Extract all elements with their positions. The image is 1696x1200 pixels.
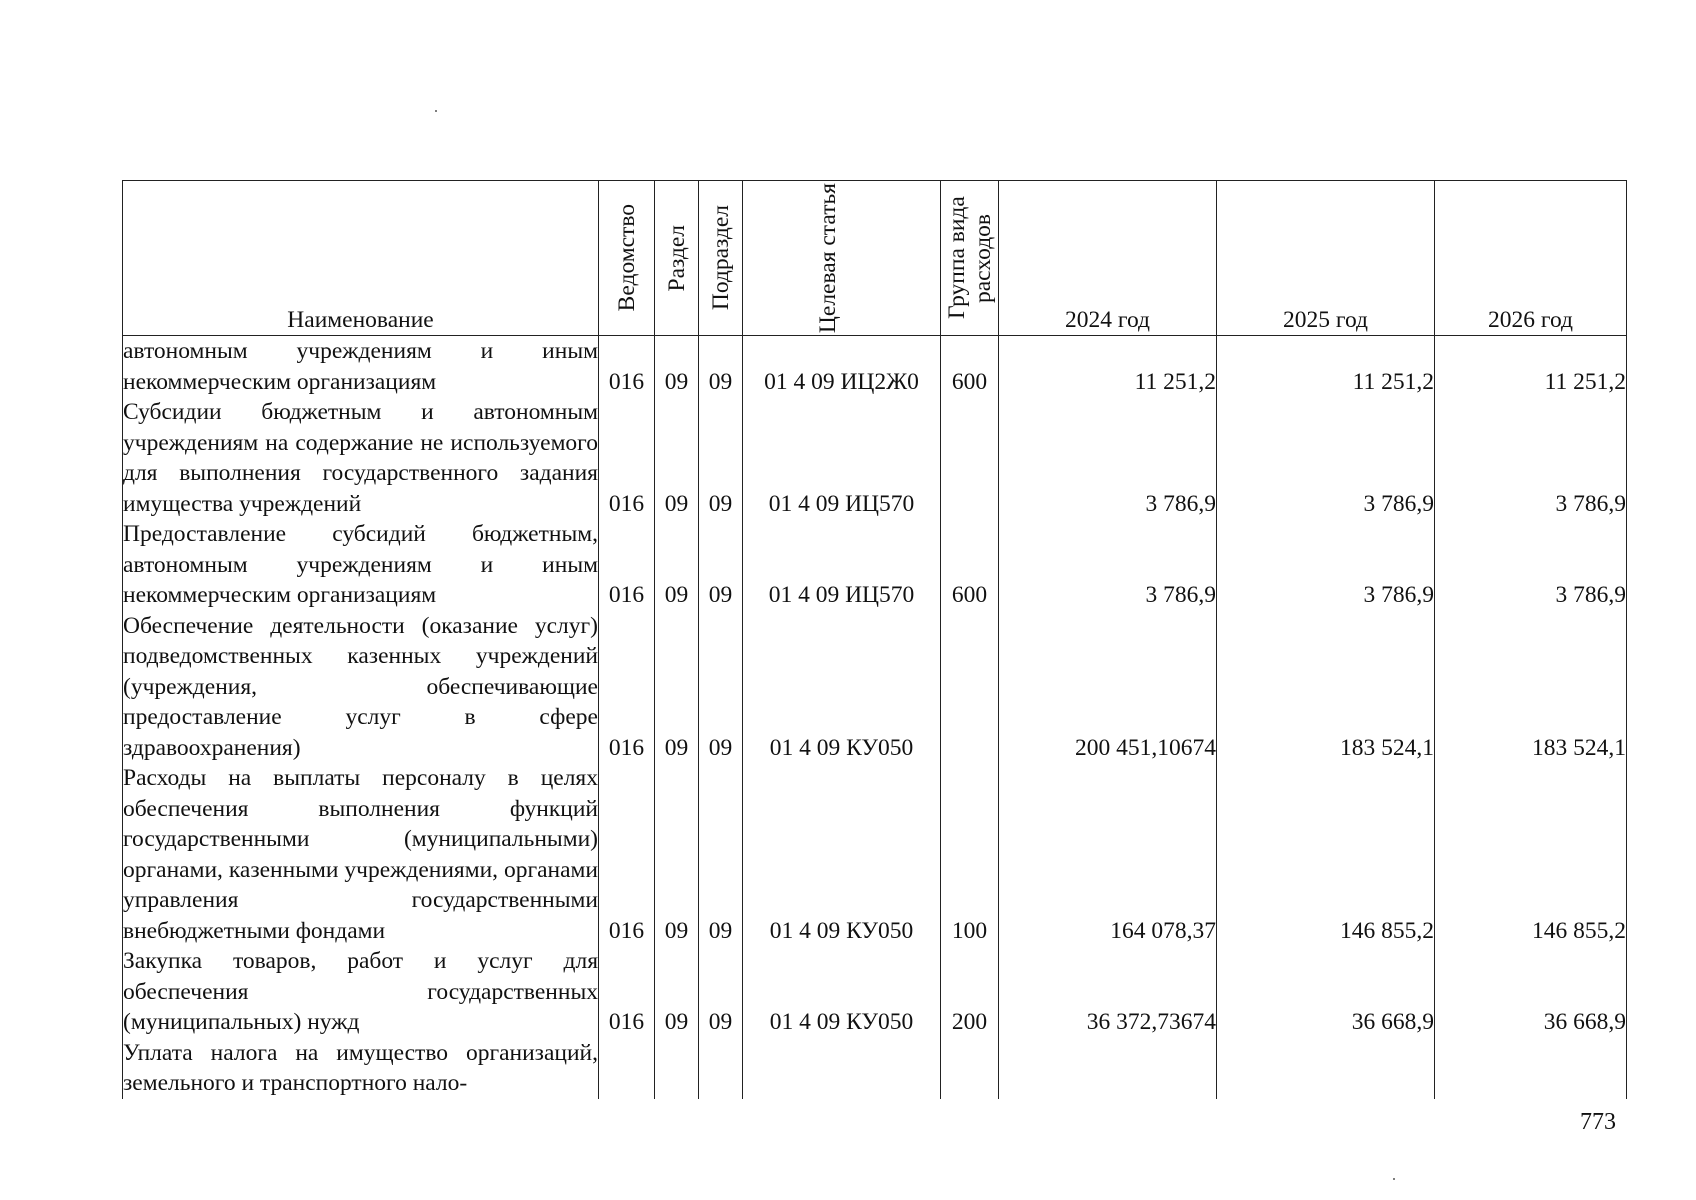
cell-2025 <box>1217 1038 1435 1099</box>
cell-department <box>599 1038 655 1099</box>
cell-target: 01 4 09 ИЦ570 <box>743 519 941 611</box>
header-target <box>743 181 941 336</box>
cell-name: Предоставление субсидий бюджетным, автономным учреждениям и иным некоммерческим организациям <box>123 519 599 611</box>
header-2026: 2026 год <box>1435 181 1627 336</box>
cell-name: Субсидии бюджетным и автономным учреждениям на содержание не используемого для выполнения государственного задания имущества учреждений <box>123 397 599 519</box>
header-name: Наименование <box>123 181 599 336</box>
header-subsection-label: Подраздел <box>707 205 734 311</box>
cell-target <box>743 1038 941 1099</box>
cell-department: 016 <box>599 611 655 764</box>
header-row <box>123 181 1627 336</box>
cell-section: 09 <box>655 336 699 398</box>
cell-section: 09 <box>655 397 699 519</box>
cell-name: Уплата налога на имущество организаций, земельного и транспортного нало- <box>123 1038 599 1099</box>
cell-subsection <box>699 1038 743 1099</box>
cell-department: 016 <box>599 946 655 1038</box>
cell-expense-group: 600 <box>941 519 999 611</box>
cell-2026: 11 251,2 <box>1435 336 1627 398</box>
cell-target: 01 4 09 ИЦ2Ж0 <box>743 336 941 398</box>
cell-subsection: 09 <box>699 519 743 611</box>
cell-department: 016 <box>599 519 655 611</box>
header-2025: 2025 год <box>1217 181 1435 336</box>
cell-section: 09 <box>655 519 699 611</box>
table-row <box>123 397 1627 519</box>
table-row <box>123 1038 1627 1099</box>
cell-department: 016 <box>599 336 655 398</box>
cell-2025: 3 786,9 <box>1217 519 1435 611</box>
header-section-label: Раздел <box>663 224 690 292</box>
cell-subsection: 09 <box>699 763 743 946</box>
cell-name: Расходы на выплаты персоналу в целях обеспечения выполнения функций государственными (муниципальными) органами, казенными учреждениями, органами управления государственными внебюджетными фондами <box>123 763 599 946</box>
cell-2024: 3 786,9 <box>999 397 1217 519</box>
cell-name: Закупка товаров, работ и услуг для обеспечения государственных (муниципальных) нужд <box>123 946 599 1038</box>
cell-2025: 3 786,9 <box>1217 397 1435 519</box>
cell-2026: 3 786,9 <box>1435 397 1627 519</box>
table-row <box>123 763 1627 946</box>
cell-section: 09 <box>655 946 699 1038</box>
cell-expense-group: 600 <box>941 336 999 398</box>
cell-2025: 11 251,2 <box>1217 336 1435 398</box>
cell-2026: 183 524,1 <box>1435 611 1627 764</box>
header-department <box>599 181 655 336</box>
cell-expense-group <box>941 611 999 764</box>
cell-2024: 200 451,10674 <box>999 611 1217 764</box>
cell-2025: 146 855,2 <box>1217 763 1435 946</box>
cell-2026: 36 668,9 <box>1435 946 1627 1038</box>
cell-2025: 183 524,1 <box>1217 611 1435 764</box>
cell-target: 01 4 09 КУ050 <box>743 946 941 1038</box>
header-target-label: Целевая статья <box>814 182 841 334</box>
cell-department: 016 <box>599 763 655 946</box>
cell-expense-group <box>941 1038 999 1099</box>
cell-subsection: 09 <box>699 946 743 1038</box>
cell-section: 09 <box>655 763 699 946</box>
cell-2024: 11 251,2 <box>999 336 1217 398</box>
header-expense-group-label: Группа вида расходов <box>943 196 996 320</box>
cell-2024 <box>999 1038 1217 1099</box>
table-row <box>123 946 1627 1038</box>
cell-2026: 146 855,2 <box>1435 763 1627 946</box>
cell-2026 <box>1435 1038 1627 1099</box>
cell-target: 01 4 09 КУ050 <box>743 611 941 764</box>
cell-subsection: 09 <box>699 397 743 519</box>
cell-target: 01 4 09 ИЦ570 <box>743 397 941 519</box>
cell-2025: 36 668,9 <box>1217 946 1435 1038</box>
cell-2024: 3 786,9 <box>999 519 1217 611</box>
cell-subsection: 09 <box>699 336 743 398</box>
scan-speck <box>1393 1178 1395 1180</box>
cell-expense-group: 200 <box>941 946 999 1038</box>
cell-expense-group <box>941 397 999 519</box>
cell-name: автономным учреждениям и иным некоммерческим организациям <box>123 336 599 398</box>
cell-2024: 36 372,73674 <box>999 946 1217 1038</box>
header-subsection <box>699 181 743 336</box>
cell-name: Обеспечение деятельности (оказание услуг) подведомственных казенных учреждений (учреждения, обеспечивающие предоставление услуг в сфере здравоохранения) <box>123 611 599 764</box>
scan-speck <box>435 110 437 112</box>
header-expense-group <box>941 181 999 336</box>
cell-section <box>655 1038 699 1099</box>
page-number: 773 <box>1580 1109 1616 1135</box>
cell-expense-group: 100 <box>941 763 999 946</box>
cell-section: 09 <box>655 611 699 764</box>
cell-2026: 3 786,9 <box>1435 519 1627 611</box>
cell-department: 016 <box>599 397 655 519</box>
cell-2024: 164 078,37 <box>999 763 1217 946</box>
header-section <box>655 181 699 336</box>
table-row <box>123 519 1627 611</box>
header-department-label: Ведомство <box>613 204 640 312</box>
table-row <box>123 336 1627 398</box>
cell-subsection: 09 <box>699 611 743 764</box>
cell-target: 01 4 09 КУ050 <box>743 763 941 946</box>
budget-table <box>122 180 1627 1099</box>
table-row <box>123 611 1627 764</box>
header-2024: 2024 год <box>999 181 1217 336</box>
